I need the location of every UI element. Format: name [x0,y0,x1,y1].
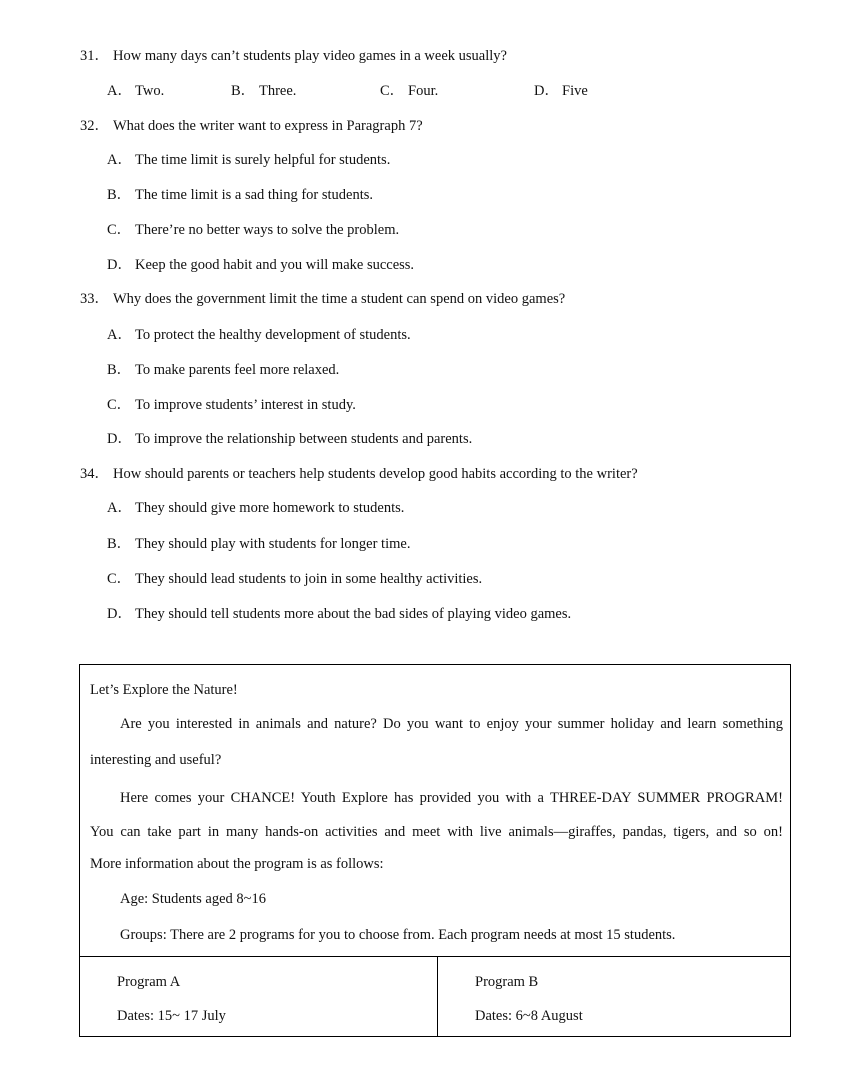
option-text: There’re no better ways to solve the problem. [135,222,400,238]
option-text: They should lead students to join in some healthy activities. [135,571,483,587]
passage-paragraph-2-line-1: Here comes your CHANCE! Youth Explore has provided you with a THREE-DAY SUMMER PROGRAM! [120,790,783,806]
option-text: They should play with students for longer time. [135,536,411,552]
table-column-divider [437,956,438,1036]
passage-age: Age: Students aged 8~16 [120,891,266,907]
option-text: They should give more homework to students. [135,500,405,516]
option-text: To improve the relationship between students and parents. [135,431,473,447]
option-letter: C． [107,222,132,238]
option-letter: B． [107,536,132,552]
question-number: 31． [80,48,109,64]
option-letter: C． [107,571,132,587]
option-letter: B． [107,187,132,203]
option-letter: D． [107,431,132,447]
passage-groups: Groups: There are 2 programs for you to choose from. Each program needs at most 15 students. [120,927,676,943]
program-b-dates: Dates: 6~8 August [475,1008,583,1024]
option-letter: C． [107,397,132,413]
option-text: Keep the good habit and you will make success. [135,257,415,273]
program-b-name: Program B [475,974,539,990]
option-letter: A． [107,83,132,99]
program-a-name: Program A [117,974,181,990]
question-number: 34． [80,466,109,482]
option-text: Three. [259,83,297,99]
option-letter: B． [231,83,256,99]
option-text: Four. [408,83,439,99]
table-divider [80,956,790,957]
option-letter: B． [107,362,132,378]
option-letter: C． [380,83,405,99]
question-text: How should parents or teachers help students develop good habits according to the writer? [113,466,638,482]
passage-paragraph-1-line-2: interesting and useful? [90,752,222,768]
question-text: What does the writer want to express in Paragraph 7? [113,118,423,134]
option-text: The time limit is a sad thing for students. [135,187,374,203]
option-letter: D． [534,83,559,99]
option-letter: A． [107,500,132,516]
option-text: They should tell students more about the bad sides of playing video games. [135,606,572,622]
passage-paragraph-2-line-2: You can take part in many hands-on activities and meet with live animals—giraffes, pandas, tigers, and so on! [90,824,783,840]
passage-title: Let’s Explore the Nature! [90,682,238,698]
option-text: To improve students’ interest in study. [135,397,356,413]
option-text: Two. [135,83,165,99]
option-letter: D． [107,257,132,273]
question-text: Why does the government limit the time a student can spend on video games? [113,291,566,307]
option-text: To make parents feel more relaxed. [135,362,340,378]
program-a-dates: Dates: 15~ 17 July [117,1008,226,1024]
passage-paragraph-1-line-1: Are you interested in animals and nature? Do you want to enjoy your summer holiday and learn something [120,716,783,732]
option-text: The time limit is surely helpful for students. [135,152,391,168]
option-letter: A． [107,152,132,168]
passage-paragraph-2-line-3: More information about the program is as follows: [90,856,384,872]
reading-passage-box [79,664,791,1037]
option-letter: A． [107,327,132,343]
question-number: 32． [80,118,109,134]
option-text: Five [562,83,588,99]
option-text: To protect the healthy development of students. [135,327,411,343]
question-number: 33． [80,291,109,307]
question-text: How many days can’t students play video games in a week usually? [113,48,507,64]
option-letter: D． [107,606,132,622]
